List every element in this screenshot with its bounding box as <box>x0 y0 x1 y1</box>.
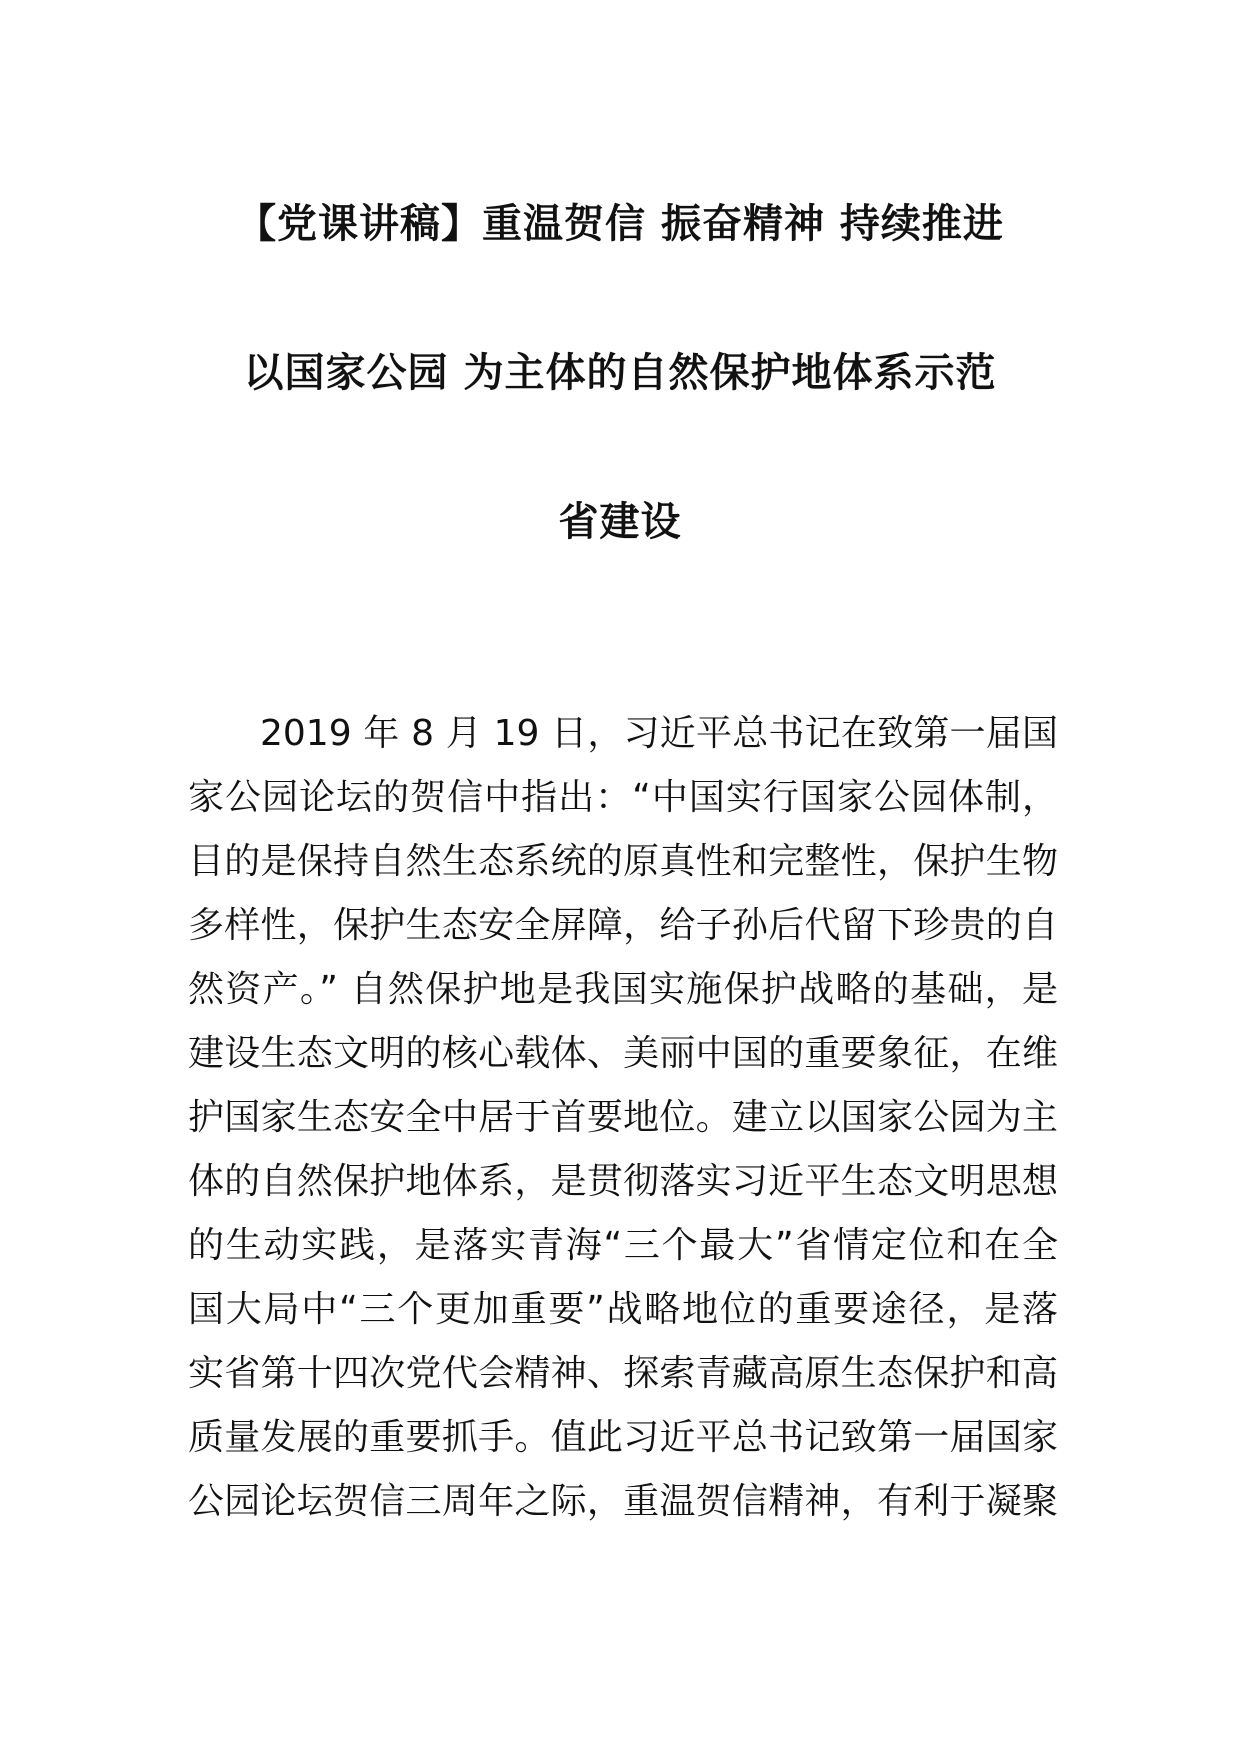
document-body <box>188 702 1058 1534</box>
body-line: 公园论坛贺信三周年之际，重温贺信精神，有利于凝聚 <box>188 1481 1058 1522</box>
body-line: 然资产。” 自然保护地是我国实施保护战略的基础，是 <box>188 969 1058 1010</box>
title-line-1: 【党课讲稿】重温贺信 振奋精神 持续推进 <box>236 201 1004 247</box>
body-line: 家公园论坛的贺信中指出：“中国实行国家公园体制， <box>188 777 1058 818</box>
body-line: 目的是保持自然生态系统的原真性和完整性，保护生物 <box>188 841 1058 882</box>
title-line-2: 以国家公园 为主体的自然保护地体系示范 <box>243 350 997 396</box>
body-line: 质量发展的重要抓手。值此习近平总书记致第一届国家 <box>188 1417 1058 1458</box>
body-line: 2019 年 8 月 19 日，习近平总书记在致第一届国 <box>260 713 1058 754</box>
body-line: 国大局中“三个更加重要”战略地位的重要途径，是落 <box>188 1289 1058 1330</box>
body-line: 体的自然保护地体系，是贯彻落实习近平生态文明思想 <box>188 1161 1058 1202</box>
body-line: 护国家生态安全中居于首要地位。建立以国家公园为主 <box>188 1097 1058 1138</box>
document-title <box>150 200 1090 546</box>
body-line: 建设生态文明的核心载体、美丽中国的重要象征，在维 <box>188 1033 1058 1074</box>
body-line: 多样性，保护生态安全屏障，给子孙后代留下珍贵的自 <box>188 905 1058 946</box>
body-line: 实省第十四次党代会精神、探索青藏高原生态保护和高 <box>188 1353 1058 1394</box>
title-line-3: 省建设 <box>558 499 682 545</box>
body-line: 的生动实践，是落实青海“三个最大”省情定位和在全 <box>188 1225 1058 1266</box>
